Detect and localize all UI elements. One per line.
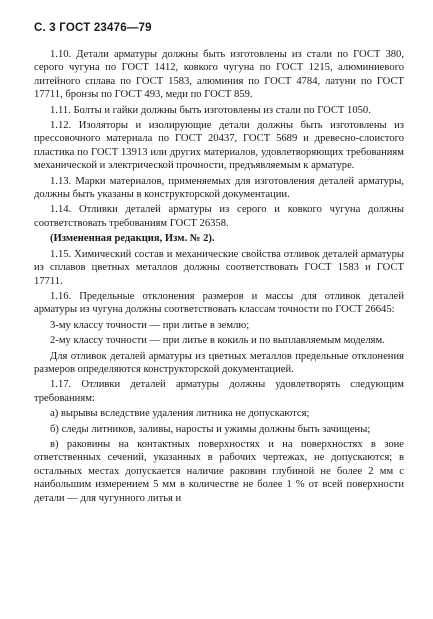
- requirement-b: б) следы литников, заливы, наросты и ужимы должны быть зачищены;: [50, 423, 371, 435]
- page-header: С. 3 ГОСТ 23476—79: [34, 22, 152, 34]
- paragraph-1-14: 1.14. Отливки деталей арматуры из серого и ковкого чугуна должны соответствовать требованиям ГОСТ 26358.: [34, 204, 404, 229]
- paragraph-1-10: 1.10. Детали арматуры должны быть изготовлены из стали по ГОСТ 380, серого чугуна по ГОСТ 1412, ковкого чугуна по ГОСТ 1215, алюминиевого литейного сплава по ГОСТ 1583, алюминия по ГОСТ 4784, латуни по ГОСТ 17711, бронзы по ГОСТ 493, меди по ГОСТ 859.: [34, 49, 404, 101]
- paragraph-1-16: 1.16. Предельные отклонения размеров и массы для отливок деталей арматуры из чугуна должны соответствовать классам точности по ГОСТ 26645:: [34, 290, 404, 316]
- paragraph-1-11: 1.11. Болты и гайки должны быть изготовлены из стали по ГОСТ 1050.: [50, 104, 371, 116]
- paragraph-1-15: 1.15. Химический состав и механические свойства отливок деталей арматуры из сплавов цветных металлов должны соответствовать ГОСТ 1583 и ГОСТ 17711.: [34, 248, 404, 287]
- document-body: [34, 48, 404, 507]
- nonferrous-tolerances: Для отливок деталей арматуры из цветных металлов предельные отклонения размеров определяются конструкторской документацией.: [34, 350, 404, 375]
- accuracy-class-3: 3-му классу точности — при литье в землю;: [50, 319, 250, 331]
- requirement-c: в) раковины на контактных поверхностях и на поверхностях в зоне ответственных сечений, указанных в рабочих чертежах, не допускаются; в остальных местах допускается наличие раковин глубиной не более 2 мм с наибольшим измерением 5 мм в количестве не более 1 % от всей поверхности детали — для чугунного литья и: [34, 438, 404, 504]
- paragraph-1-12: 1.12. Изоляторы и изолирующие детали должны быть изготовлены из прессовочного материала по ГОСТ 20437, ГОСТ 5689 и древесно-слоистого пластика по ГОСТ 13913 или других материалов, удовлетворяющих требованиям механической и электрической прочности, предъявляемым к арматуре.: [34, 120, 404, 172]
- amendment-note: (Измененная редакция, Изм. № 2).: [50, 233, 215, 245]
- paragraph-1-13: 1.13. Марки материалов, применяемых для изготовления деталей арматуры, должны быть указаны в конструкторской документации.: [34, 175, 404, 201]
- requirement-a: а) вырывы вследствие удаления литника не допускаются;: [50, 408, 310, 420]
- accuracy-class-2: 2-му классу точности — при литье в кокиль и по выплавляемым моделям.: [50, 335, 385, 347]
- paragraph-1-17: 1.17. Отливки деталей арматуры должны удовлетворять следующим требованиям:: [34, 379, 404, 404]
